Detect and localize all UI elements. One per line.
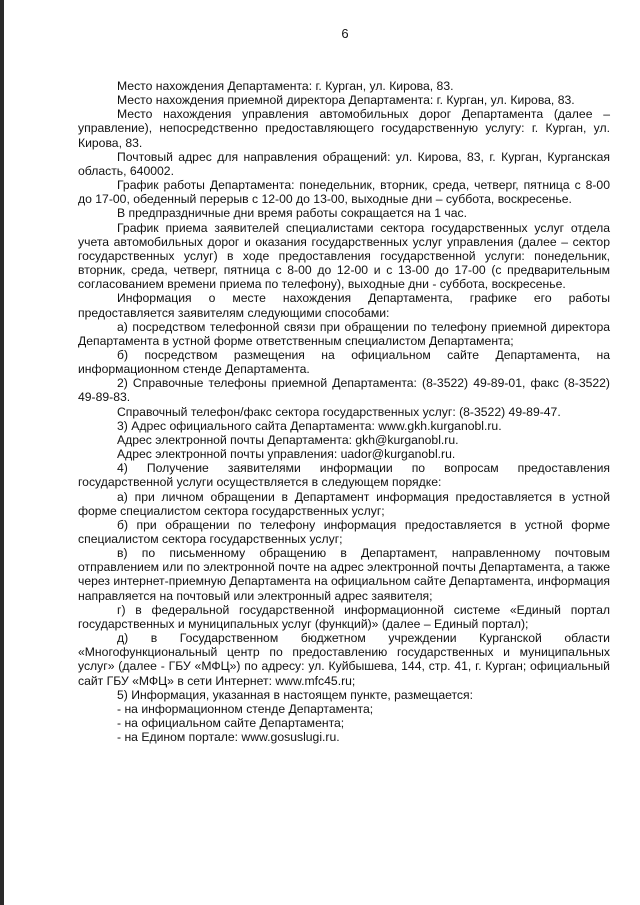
paragraph: Справочный телефон/факс сектора государственных услуг: (8-3522) 49-89-47.: [117, 404, 561, 419]
paragraph: а) при личном обращении в Департамент информация предоставляется в устной форме специалистом сектора государственных услуг;: [78, 489, 610, 518]
paragraph: д) в Государственном бюджетном учреждении Курганской области «Многофункциональный центр по предоставлению государственных и муниципальных услуг» (далее - ГБУ «МФЦ») по адресу: ул. Куйбышева, 144, стр. 41, г. Курган; официальный сайт ГБУ «МФЦ» в сети Интернет: www.mfc45.ru;: [78, 631, 610, 688]
paragraph: - на информационном стенде Департамента;: [117, 701, 374, 716]
paragraph: Адрес электронной почты управления: uador@kurganobl.ru.: [117, 447, 456, 462]
paragraph: - на Едином портале: www.gosuslugi.ru.: [117, 730, 340, 745]
paragraph: г) в федеральной государственной информационной системе «Единый портал государственных и муниципальных услуг (функций)» (далее – Единый портал);: [78, 602, 610, 631]
paragraph: б) при обращении по телефону информация предоставляется в устной форме специалистом сектора государственных услуг;: [78, 517, 610, 546]
paragraph: Почтовый адрес для направления обращений: ул. Кирова, 83, г. Курган, Курганская область, 640002.: [78, 149, 610, 178]
paragraph: График работы Департамента: понедельник, вторник, среда, четверг, пятница с 8-00 до 17-00, обеденный перерыв с 12-00 до 13-00, выходные дни – суббота, воскресенье.: [78, 178, 610, 207]
paragraph: Информация о месте нахождения Департамента, графике его работы предоставляется заявителям следующими способами:: [78, 291, 610, 320]
paragraph: 2) Справочные телефоны приемной Департамента: (8-3522) 49-89-01, факс (8-3522) 49-89-83.: [78, 376, 610, 405]
paragraph: Место нахождения приемной директора Департамента: г. Курган, ул. Кирова, 83.: [117, 93, 575, 108]
paragraph: - на официальном сайте Департамента;: [117, 716, 345, 731]
page-number: 6: [341, 26, 349, 41]
paragraph: Место нахождения управления автомобильных дорог Департамента (далее – управление), непосредственно предоставляющего государственную услугу: г. Курган, ул. Кирова, 83.: [78, 107, 610, 150]
paragraph: а) посредством телефонной связи при обращении по телефону приемной директора Департамента в устной форме ответственным специалистом Департамента;: [78, 319, 610, 348]
paragraph: б) посредством размещения на официальном сайте Департамента, на информационном стенде Департамента.: [78, 347, 610, 377]
paragraph: Место нахождения Департамента: г. Курган, ул. Кирова, 83.: [117, 79, 454, 93]
paragraph: 3) Адрес официального сайта Департамента: www.gkh.kurganobl.ru.: [117, 418, 502, 433]
paragraph: в) по письменному обращению в Департамент, направленному почтовым отправлением или по электронной почте на адрес электронной почты Департамента, а также через интернет-приемную Департамента на официальном сайте Департамента, информация направляется на почтовый или электронный адрес заявителя;: [78, 546, 610, 603]
document-body: [78, 79, 610, 744]
paragraph: 4) Получение заявителями информации по вопросам предоставления государственной услуги осуществляется в следующем порядке:: [78, 461, 610, 490]
paragraph: График приема заявителей специалистами сектора государственных услуг отдела учета автомобильных дорог и оказания государственных услуг управления (далее – сектор государственных услуг) в ходе предоставления государственной услуги: понедельник, вторник, среда, четверг, пятница с 8-00 до 12-00 и с 13-00 до 17-00 (с предварительным согласованием времени приема по телефону), выходные дни - суббота, воскресенье.: [78, 220, 610, 292]
paragraph: Адрес электронной почты Департамента: gkh@kurganobl.ru.: [117, 432, 459, 447]
paragraph: 5) Информация, указанная в настоящем пункте, размещается:: [117, 687, 474, 702]
scan-edge: [0, 0, 4, 905]
paragraph: В предпраздничные дни время работы сокращается на 1 час.: [117, 206, 467, 221]
